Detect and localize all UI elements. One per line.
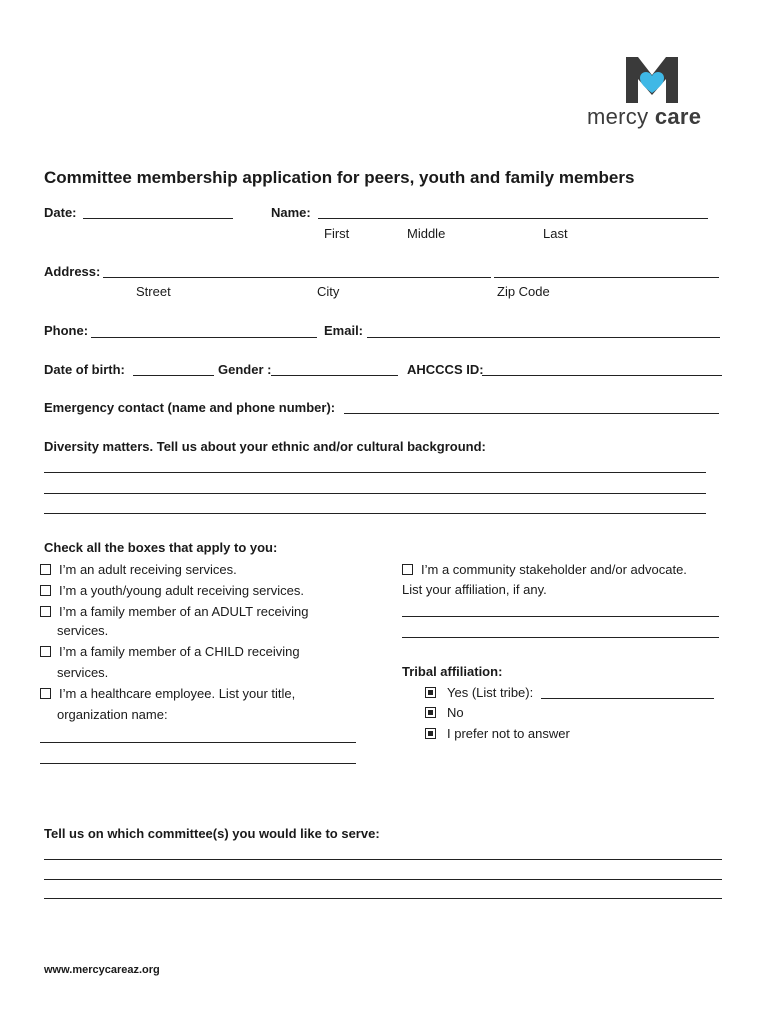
employee-title-line-1[interactable] (40, 742, 356, 743)
checkbox-icon[interactable] (40, 585, 51, 596)
ahcccs-id-label: AHCCCS ID: (407, 362, 484, 377)
check-community-stakeholder[interactable]: I’m a community stakeholder and/or advocate. (402, 562, 687, 578)
diversity-line-1[interactable] (44, 472, 706, 473)
address-label: Address: (44, 264, 101, 279)
date-label: Date: (44, 205, 77, 220)
name-first-sublabel: First (324, 226, 350, 241)
check-family-adult[interactable]: I’m a family member of an ADULT receiving (40, 604, 309, 620)
phone-field[interactable] (91, 337, 317, 338)
affiliation-line-2[interactable] (402, 637, 719, 638)
ahcccs-id-field[interactable] (482, 375, 722, 376)
mercy-care-logo-icon (626, 55, 678, 103)
footer-url[interactable]: www.mercycareaz.org (44, 964, 160, 976)
dob-label: Date of birth: (44, 362, 125, 377)
checkbox-icon[interactable] (40, 646, 51, 657)
address-city-sublabel: City (317, 284, 340, 299)
affiliation-label: List your affiliation, if any. (402, 582, 547, 597)
gender-label: Gender : (218, 362, 272, 377)
checkbox-filled-icon[interactable] (425, 687, 436, 698)
name-middle-sublabel: Middle (407, 226, 446, 241)
phone-label: Phone: (44, 323, 89, 338)
form-title: Committee membership application for peers, youth and family members (44, 168, 635, 187)
checkbox-icon[interactable] (40, 564, 51, 575)
check-youth-receiving[interactable]: I’m a youth/young adult receiving services. (40, 583, 304, 599)
check-family-child-cont: services. (57, 665, 109, 680)
checkbox-icon[interactable] (402, 564, 413, 575)
name-field[interactable] (318, 218, 708, 219)
check-heading: Check all the boxes that apply to you: (44, 540, 278, 555)
dob-field[interactable] (133, 375, 214, 376)
check-healthcare-employee[interactable]: I’m a healthcare employee. List your title, (40, 686, 295, 702)
emergency-contact-label: Emergency contact (name and phone number): (44, 400, 336, 415)
address-street-city-field[interactable] (103, 277, 491, 278)
committee-line-1[interactable] (44, 859, 722, 860)
diversity-label: Diversity matters. Tell us about your ethnic and/or cultural background: (44, 439, 486, 454)
committee-line-3[interactable] (44, 898, 722, 899)
diversity-line-3[interactable] (44, 513, 706, 514)
gender-field[interactable] (271, 375, 398, 376)
committee-label: Tell us on which committee(s) you would like to serve: (44, 826, 380, 841)
tribe-name-field[interactable] (541, 698, 714, 699)
checkbox-icon[interactable] (40, 688, 51, 699)
check-family-child[interactable]: I’m a family member of a CHILD receiving (40, 644, 300, 660)
email-label: Email: (324, 323, 364, 338)
address-street-sublabel: Street (136, 284, 171, 299)
address-zip-sublabel: Zip Code (497, 284, 550, 299)
address-zip-field[interactable] (494, 277, 719, 278)
emergency-contact-field[interactable] (344, 413, 719, 414)
affiliation-line-1[interactable] (402, 616, 719, 617)
check-family-adult-cont: services. (57, 623, 109, 638)
mercy-care-logo-text: mercy care (587, 104, 702, 129)
check-adult-receiving[interactable]: I’m an adult receiving services. (40, 562, 237, 578)
email-field[interactable] (367, 337, 720, 338)
tribal-prefer-not-option[interactable]: I prefer not to answer (425, 726, 570, 742)
diversity-line-2[interactable] (44, 493, 706, 494)
checkbox-filled-icon[interactable] (425, 707, 436, 718)
tribal-heading: Tribal affiliation: (402, 664, 503, 679)
name-last-sublabel: Last (543, 226, 568, 241)
checkbox-icon[interactable] (40, 606, 51, 617)
committee-line-2[interactable] (44, 879, 722, 880)
employee-title-line-2[interactable] (40, 763, 356, 764)
checkbox-filled-icon[interactable] (425, 728, 436, 739)
check-healthcare-employee-cont: organization name: (57, 707, 168, 722)
tribal-no-option[interactable]: No (425, 705, 464, 721)
name-label: Name: (271, 205, 311, 220)
tribal-yes-option[interactable]: Yes (List tribe): (425, 685, 533, 701)
date-field[interactable] (83, 218, 233, 219)
